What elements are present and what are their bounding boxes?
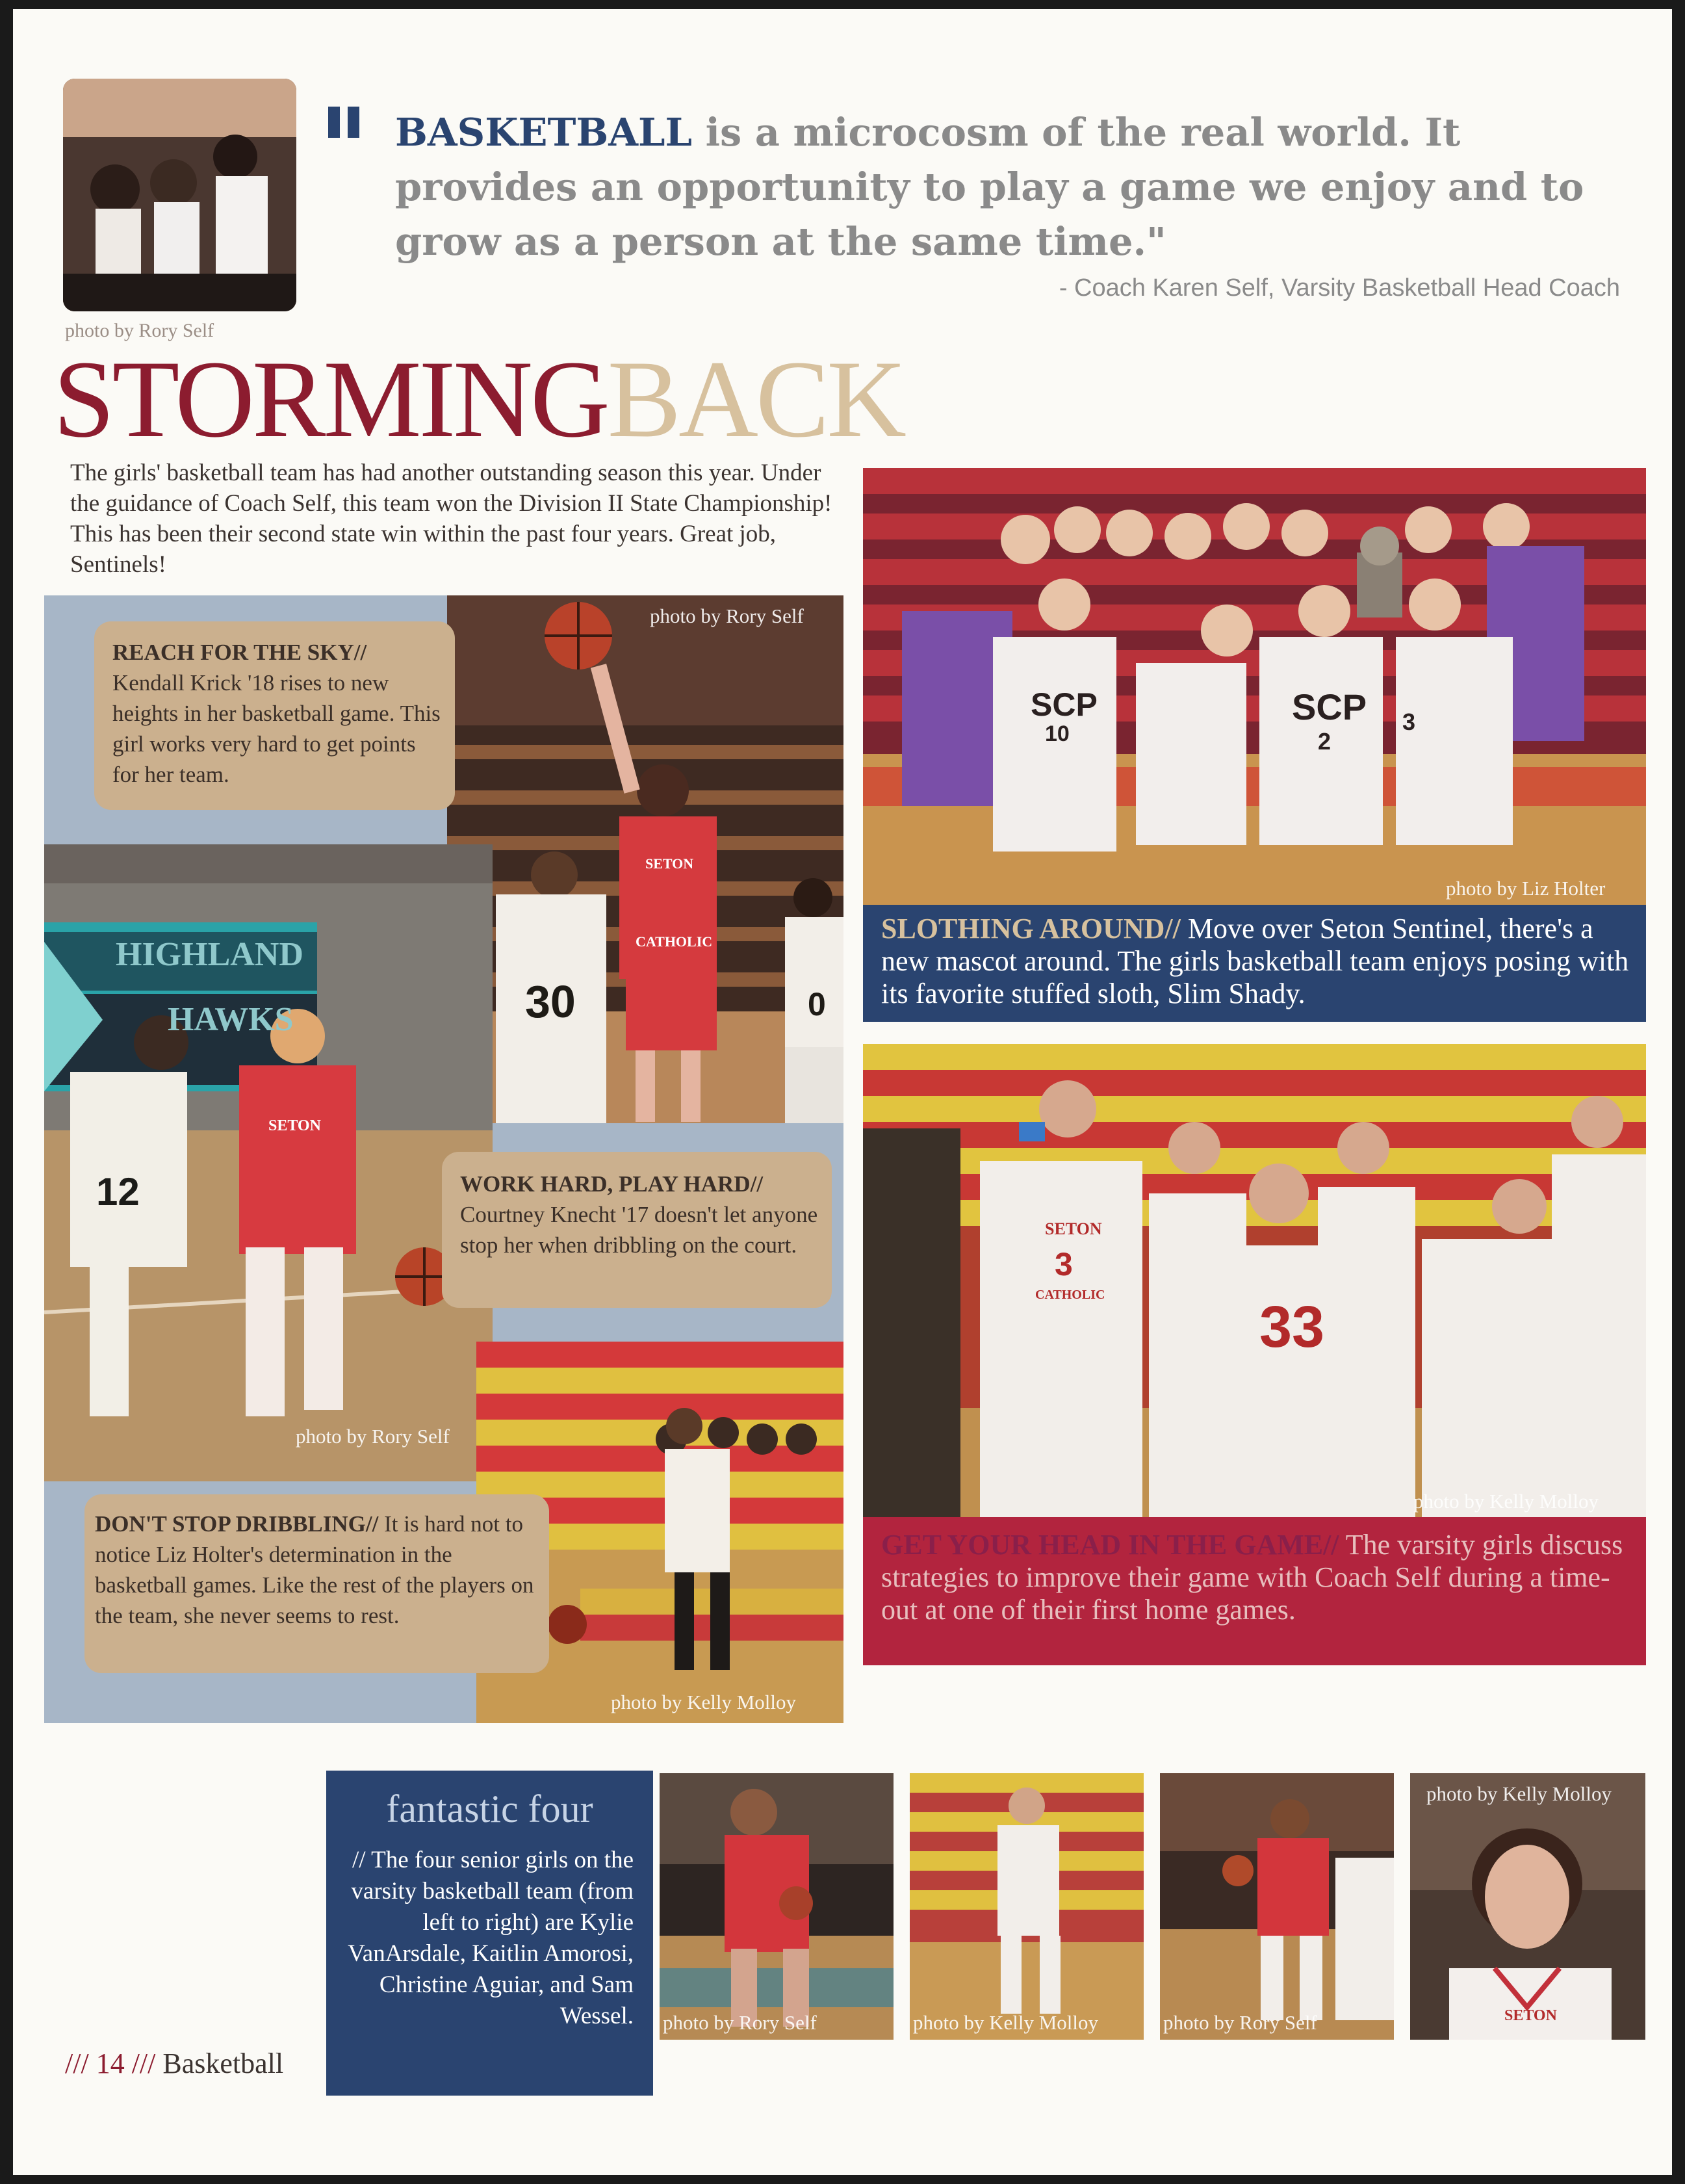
quote-text: is a microcosm of the real world. It provides an opportunity to play a game we enjoy and to grow as a person at the same time." [395, 110, 1584, 264]
work-caption-head: WORK HARD, PLAY HARD// [460, 1171, 764, 1197]
quote-keyword: BASKETBALL [395, 110, 693, 155]
drive-wall-highland: HIGHLAND [116, 936, 303, 973]
sloth-caption-body: Move over Seton Sentinel, there's a new mascot around. The girls basketball team enjoys posing with its favorite stuffed sloth, Slim Shady. [881, 913, 1629, 1009]
sloth-caption-head: SLOTHING AROUND// [881, 913, 1181, 944]
reach-caption-box [94, 621, 455, 810]
huddle-jersey-33: 33 [1259, 1295, 1325, 1360]
team-jersey-scp-2: SCP [1292, 686, 1367, 727]
team-sloth-photo [863, 468, 1646, 905]
page-folio [65, 2047, 283, 2080]
huddle-photo [863, 1044, 1646, 1517]
folio-section: Basketball [162, 2048, 284, 2079]
reach-caption-body: Kendall Krick '18 rises to new heights in her basketball game. This girl works very hard to get points for her team. [112, 670, 441, 787]
huddle-jersey-3: 3 [1055, 1246, 1073, 1282]
work-caption-box [442, 1152, 832, 1308]
drive-photo-credit: photo by Rory Self [296, 1425, 450, 1448]
senior-1-credit: photo by Rory Self [663, 2011, 817, 2034]
jump-jersey-30: 30 [525, 976, 576, 1027]
title-back: BACK [607, 338, 905, 460]
folio-separator: /// [131, 2048, 156, 2079]
team-jersey-2: 2 [1318, 728, 1331, 755]
quote-block [395, 105, 1630, 269]
jump-shot-photo [447, 595, 843, 1123]
drive-jersey-seton: SETON [268, 1117, 321, 1134]
quote-mark [328, 107, 340, 138]
senior-4-credit: photo by Kelly Molloy [1426, 1782, 1612, 1805]
head-game-caption-body: The varsity girls discuss strategies to improve their game with Coach Self during a time-out at one of their first home games. [881, 1529, 1623, 1626]
quote-attribution: - Coach Karen Self, Varsity Basketball Head Coach [1059, 274, 1620, 302]
drive-jersey-12: 12 [96, 1170, 140, 1214]
jump-jersey-seton: SETON [645, 855, 694, 872]
head-game-caption-box [863, 1517, 1646, 1665]
folio-page-number: 14 [96, 2048, 125, 2079]
seniors-title: fantastic four [386, 1788, 593, 1830]
quote-photo-credit: photo by Rory Self [65, 320, 214, 341]
work-caption-body: Courtney Knecht '17 doesn't let anyone stop her when dribbling on the court. [460, 1202, 818, 1258]
quote-mark-2 [348, 107, 359, 138]
reach-caption-head: REACH FOR THE SKY// [112, 640, 367, 665]
jump-photo-credit: photo by Rory Self [650, 604, 804, 627]
dribble-photo-credit: photo by Kelly Molloy [611, 1691, 797, 1713]
senior-4-jersey: SETON [1504, 2007, 1557, 2024]
senior-photo-4 [1410, 1773, 1645, 2040]
seniors-box [326, 1771, 653, 2096]
huddle-photo-credit: photo by Kelly Molloy [1413, 1490, 1599, 1513]
senior-photo-2 [910, 1773, 1144, 2040]
intro-paragraph: The girls' basketball team has had another outstanding season this year. Under the guidance of Coach Self, this team won the Division II State Championship! This has been their second state win within the past four years. Great job, Sentinels! [70, 460, 832, 578]
senior-2-credit: photo by Kelly Molloy [913, 2011, 1099, 2034]
title-storming: STORMING [53, 338, 608, 460]
team-jersey-scp-1: SCP [1031, 686, 1098, 723]
dribble-caption-head: DON'T STOP DRIBBLING// [95, 1511, 379, 1537]
jump-jersey-catholic: CATHOLIC [636, 933, 713, 950]
yearbook-page [13, 9, 1672, 2175]
dribble-caption-box [84, 1494, 549, 1673]
head-game-caption-head: GET YOUR HEAD IN THE GAME// [881, 1529, 1339, 1561]
huddle-jersey-catholic: CATHOLIC [1035, 1288, 1105, 1302]
drive-wall-hawks: HAWKS [168, 1001, 294, 1038]
quote-photo [63, 79, 296, 311]
page-title [53, 337, 904, 461]
sloth-caption-box [863, 905, 1646, 1022]
dribble-caption-body: It is hard not to notice Liz Holter's determination in the basketball games. Like the rest of the players on the team, she never seems to rest. [95, 1511, 534, 1628]
senior-photo-1 [660, 1773, 894, 2040]
team-jersey-10: 10 [1045, 722, 1070, 746]
seniors-text: // The four senior girls on the varsity basketball team (from left to right) are Kylie VanArsdale, Kaitlin Amorosi, Christine Aguiar, and Sam Wessel. [348, 1847, 634, 2029]
drive-photo [44, 844, 493, 1481]
team-jersey-3: 3 [1402, 708, 1416, 735]
senior-photo-3 [1160, 1773, 1394, 2040]
team-photo-credit: photo by Liz Holter [1446, 877, 1606, 900]
huddle-jersey-seton: SETON [1045, 1219, 1102, 1238]
jump-jersey-0: 0 [808, 986, 826, 1022]
folio-prefix: /// [65, 2048, 89, 2079]
senior-3-credit: photo by Rory Self [1163, 2011, 1317, 2034]
